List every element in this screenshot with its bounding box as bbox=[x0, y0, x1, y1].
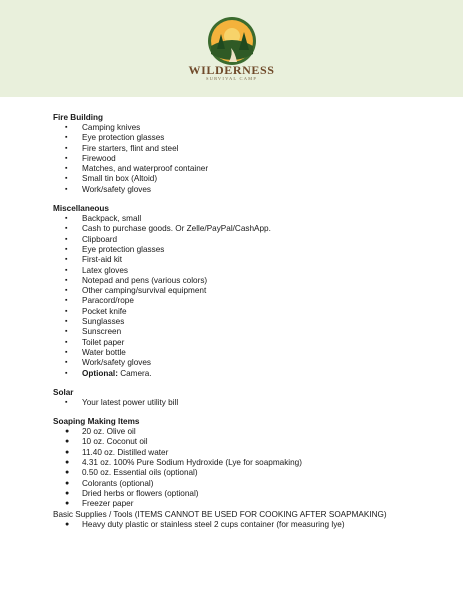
item-list bbox=[53, 427, 453, 509]
section-title: Soaping Making Items bbox=[53, 417, 140, 427]
round-bullet-icon: ● bbox=[65, 428, 70, 436]
square-bullet-icon: ▪ bbox=[65, 144, 68, 152]
brand-tagline: SURVIVAL CAMP bbox=[205, 76, 258, 81]
square-bullet-icon: ▪ bbox=[65, 235, 68, 243]
square-bullet-icon: ▪ bbox=[65, 359, 68, 367]
list-item bbox=[53, 235, 453, 245]
square-bullet-icon: ▪ bbox=[65, 369, 68, 377]
square-bullet-icon: ▪ bbox=[65, 297, 68, 305]
square-bullet-icon: ▪ bbox=[65, 266, 68, 274]
brand-name: WILDERNESS bbox=[188, 63, 275, 77]
list-item bbox=[53, 427, 453, 437]
list-item bbox=[53, 144, 453, 154]
item-text: Colorants (optional) bbox=[82, 478, 154, 488]
document-body bbox=[53, 113, 453, 539]
optional-text: Camera. bbox=[117, 368, 152, 378]
round-bullet-icon: ● bbox=[65, 448, 70, 456]
list-item bbox=[53, 338, 453, 348]
item-text: 4.31 oz. 100% Pure Sodium Hydroxide (Lye for soapmaking) bbox=[82, 458, 302, 468]
item-text: First-aid kit bbox=[82, 255, 123, 265]
optional-label: Optional: bbox=[82, 368, 118, 378]
list-item bbox=[53, 224, 453, 234]
list-item bbox=[53, 348, 453, 358]
item-text: Fire starters, flint and steel bbox=[82, 143, 179, 153]
list-item bbox=[53, 286, 453, 296]
item-text: Pocket knife bbox=[82, 306, 127, 316]
round-bullet-icon: ● bbox=[65, 520, 70, 528]
list-item bbox=[53, 317, 453, 327]
square-bullet-icon: ▪ bbox=[65, 124, 68, 131]
list-item bbox=[53, 307, 453, 317]
square-bullet-icon: ▪ bbox=[65, 245, 68, 253]
item-text: Clipboard bbox=[82, 234, 118, 244]
square-bullet-icon: ▪ bbox=[65, 165, 68, 173]
list-item bbox=[53, 174, 453, 184]
list-item bbox=[53, 327, 453, 337]
list-item bbox=[53, 499, 453, 509]
square-bullet-icon: ▪ bbox=[65, 225, 68, 233]
list-item bbox=[53, 479, 453, 489]
square-bullet-icon: ▪ bbox=[65, 134, 68, 142]
list-item bbox=[53, 133, 453, 143]
list-item bbox=[53, 398, 453, 408]
list-item bbox=[53, 214, 453, 224]
item-list bbox=[53, 123, 453, 195]
list-item bbox=[53, 164, 453, 174]
list-item bbox=[53, 296, 453, 306]
square-bullet-icon: ▪ bbox=[65, 276, 68, 284]
item-text: Small tin box (Altoid) bbox=[82, 174, 158, 184]
item-text: 10 oz. Coconut oil bbox=[82, 437, 148, 447]
list-item bbox=[53, 245, 453, 255]
round-bullet-icon: ● bbox=[65, 438, 70, 446]
item-text: Your latest power utility bill bbox=[82, 397, 179, 407]
list-item bbox=[53, 154, 453, 164]
list-item bbox=[53, 276, 453, 286]
item-text: Work/safety gloves bbox=[82, 184, 152, 194]
square-bullet-icon: ▪ bbox=[65, 307, 68, 315]
round-bullet-icon: ● bbox=[65, 469, 70, 477]
item-text: Toilet paper bbox=[82, 337, 125, 347]
list-item bbox=[53, 468, 453, 478]
square-bullet-icon: ▪ bbox=[65, 318, 68, 326]
item-text: Sunscreen bbox=[82, 327, 122, 337]
wilderness-logo-icon bbox=[207, 16, 257, 66]
item-text: Paracord/rope bbox=[82, 296, 134, 306]
section-title: Fire Building bbox=[53, 113, 104, 122]
square-bullet-icon: ▪ bbox=[65, 398, 68, 406]
item-list bbox=[53, 398, 453, 408]
list-item bbox=[53, 358, 453, 368]
item-list bbox=[53, 214, 453, 379]
list-item bbox=[53, 458, 453, 468]
item-text: Eye protection glasses bbox=[82, 244, 165, 254]
round-bullet-icon: ● bbox=[65, 459, 70, 467]
section-miscellaneous bbox=[53, 204, 453, 379]
section-title: Miscellaneous bbox=[53, 204, 109, 214]
item-text: Camping knives bbox=[82, 123, 141, 132]
round-bullet-icon: ● bbox=[65, 489, 70, 497]
list-item bbox=[53, 255, 453, 265]
round-bullet-icon: ● bbox=[65, 500, 70, 508]
square-bullet-icon: ▪ bbox=[65, 348, 68, 356]
item-text: Heavy duty plastic or stainless steel 2 cups container (for measuring lye) bbox=[82, 519, 345, 529]
list-item bbox=[53, 123, 453, 133]
list-item bbox=[53, 369, 453, 379]
list-item bbox=[53, 185, 453, 195]
list-item bbox=[53, 448, 453, 458]
square-bullet-icon: ▪ bbox=[65, 328, 68, 336]
item-text: Dried herbs or flowers (optional) bbox=[82, 488, 199, 498]
square-bullet-icon: ▪ bbox=[65, 215, 68, 223]
item-text: Cash to purchase goods. Or Zelle/PayPal/CashApp. bbox=[82, 224, 271, 234]
square-bullet-icon: ▪ bbox=[65, 338, 68, 346]
item-text: 0.50 oz. Essential oils (optional) bbox=[82, 468, 198, 478]
section-soap-making bbox=[53, 417, 453, 530]
item-text: Freezer paper bbox=[82, 499, 134, 509]
item-text: 20 oz. Olive oil bbox=[82, 427, 136, 437]
square-bullet-icon: ▪ bbox=[65, 287, 68, 295]
item-text: 11.40 oz. Distilled water bbox=[82, 447, 169, 457]
item-text: Firewood bbox=[82, 153, 116, 163]
item-text: Water bottle bbox=[82, 347, 126, 357]
list-item bbox=[53, 437, 453, 447]
section-fire-building bbox=[53, 113, 453, 195]
square-bullet-icon: ▪ bbox=[65, 154, 68, 162]
square-bullet-icon: ▪ bbox=[65, 256, 68, 264]
list-item bbox=[53, 266, 453, 276]
header-banner bbox=[0, 0, 463, 97]
square-bullet-icon: ▪ bbox=[65, 175, 68, 183]
list-item bbox=[53, 520, 453, 530]
item-text: Other camping/survival equipment bbox=[82, 286, 207, 296]
item-text: Eye protection glasses bbox=[82, 133, 165, 143]
item-text: Work/safety gloves bbox=[82, 358, 152, 368]
square-bullet-icon: ▪ bbox=[65, 185, 68, 193]
section-title: Solar bbox=[53, 387, 74, 397]
item-text: Sunglasses bbox=[82, 317, 125, 327]
item-text: Matches, and waterproof container bbox=[82, 164, 209, 174]
round-bullet-icon: ● bbox=[65, 479, 70, 487]
item-text: Backpack, small bbox=[82, 214, 142, 224]
supplies-note: Basic Supplies / Tools (ITEMS CANNOT BE USED FOR COOKING AFTER SOAPMAKING) bbox=[53, 509, 387, 519]
item-text: Notepad and pens (various colors) bbox=[82, 275, 208, 285]
list-item bbox=[53, 489, 453, 499]
item-text: Latex gloves bbox=[82, 265, 128, 275]
sub-item-list bbox=[53, 520, 453, 530]
section-solar bbox=[53, 388, 453, 408]
